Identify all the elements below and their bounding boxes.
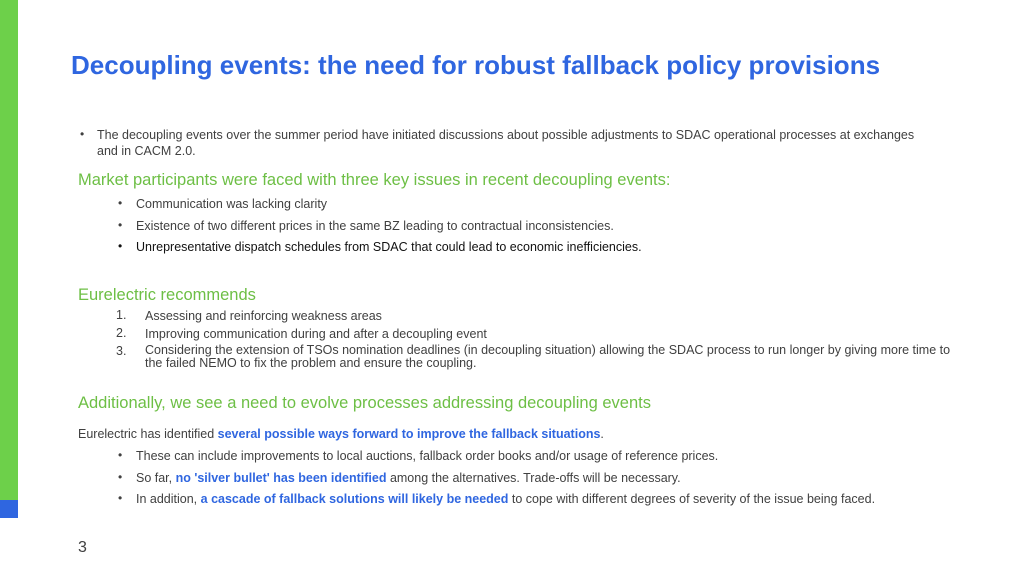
section3-bullet-text: In addition, xyxy=(136,492,201,506)
bullet-marker: • xyxy=(118,448,123,462)
section2-item: Assessing and reinforcing weakness areas xyxy=(145,309,382,323)
list-number: 3. xyxy=(116,344,127,358)
section1-item: Unrepresentative dispatch schedules from SDAC that could lead to economic inefficiencies. xyxy=(136,240,642,254)
section3-bullet-text: So far, xyxy=(136,471,176,485)
section3-bullet xyxy=(136,470,681,486)
section3-bullet-text: among the alternatives. Trade-offs will be necessary. xyxy=(386,471,681,485)
side-accent-block xyxy=(0,500,18,518)
page-title: Decoupling events: the need for robust fallback policy provisions xyxy=(71,50,881,80)
intro-bullet-text: The decoupling events over the summer period have initiated discussions about possible adjustments to SDAC operational processes at exchanges and in CACM 2.0. xyxy=(97,128,915,158)
section3-bullet-highlight: a cascade of fallback solutions will likely be needed xyxy=(200,492,509,506)
bullet-marker: • xyxy=(118,491,123,505)
page-number: 3 xyxy=(78,539,87,556)
section3-intro-highlight: several possible ways forward to improve the fallback situations xyxy=(217,427,601,441)
section2-heading: Eurelectric recommends xyxy=(78,286,256,304)
section3-intro-text: Eurelectric has identified xyxy=(78,427,218,441)
bullet-marker: • xyxy=(118,239,123,253)
bullet-marker: • xyxy=(118,196,123,210)
side-accent-bar xyxy=(0,0,18,500)
section2-item: Considering the extension of TSOs nomination deadlines (in decoupling situation) allowing the SDAC process to run longer by giving more time to the failed NEMO to fix the problem and ensure the coupling. xyxy=(145,343,951,370)
list-number: 1. xyxy=(116,308,127,322)
section1-heading: Market participants were faced with three key issues in recent decoupling events: xyxy=(78,171,671,189)
section3-heading: Additionally, we see a need to evolve processes addressing decoupling events xyxy=(78,394,651,412)
section3-intro-end: . xyxy=(600,427,604,441)
section1-item: Existence of two different prices in the same BZ leading to contractual inconsistencies. xyxy=(136,219,614,233)
list-number: 2. xyxy=(116,326,127,340)
section3-intro xyxy=(78,426,604,442)
section2-item: Improving communication during and after a decoupling event xyxy=(145,327,487,341)
section3-bullet xyxy=(136,491,875,507)
bullet-marker: • xyxy=(80,127,85,141)
bullet-marker: • xyxy=(118,218,123,232)
bullet-marker: • xyxy=(118,470,123,484)
section3-bullet: These can include improvements to local auctions, fallback order books and/or usage of reference prices. xyxy=(136,449,719,463)
section3-bullet-highlight: no 'silver bullet' has been identified xyxy=(175,471,387,485)
section1-item: Communication was lacking clarity xyxy=(136,197,328,211)
section3-bullet-text: to cope with different degrees of severity of the issue being faced. xyxy=(508,492,876,506)
